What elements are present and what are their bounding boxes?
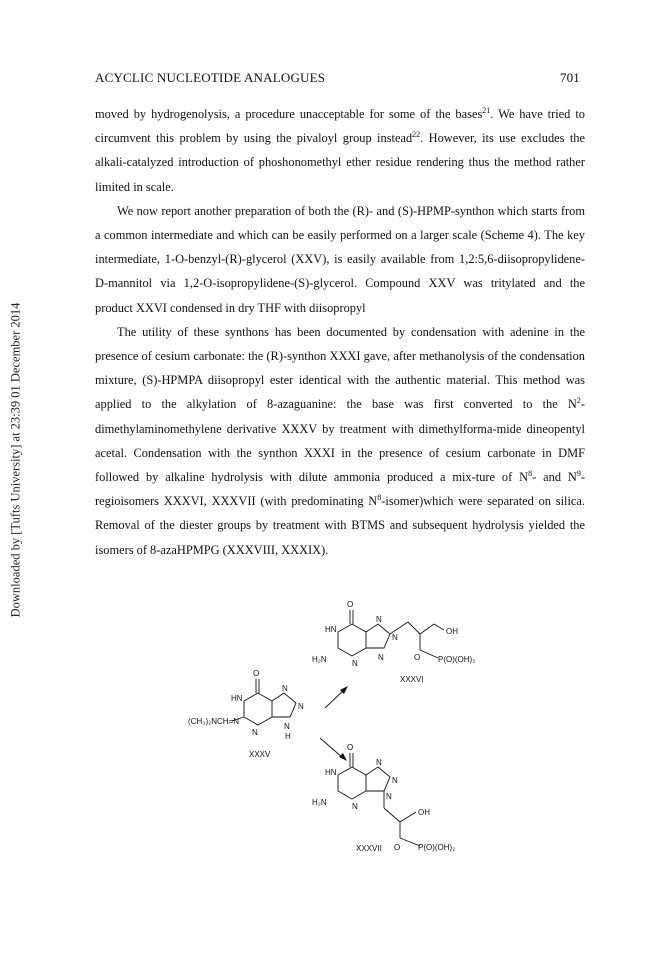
xxxvii-n8: N <box>392 776 398 785</box>
p3-sup-1: 2 <box>576 396 581 406</box>
xxxv-dmf-group: (CH₃)₂NCH=N <box>188 717 240 726</box>
paragraph-1 <box>95 102 585 199</box>
label-xxxv: XXXV <box>249 750 271 759</box>
xxxvi-h2n: H₂N <box>312 655 327 664</box>
xxxv-n8: N <box>298 702 304 711</box>
citation-21: 21 <box>482 105 491 115</box>
label-xxxvii: XXXVII <box>356 844 382 853</box>
label-xxxvi: XXXVI <box>400 675 424 684</box>
p1-text-c: . However, its use excludes the alkali-catalyzed introduction of phoshonomethyl ether residue rendering thus the method rather limited in scale. <box>95 131 585 194</box>
running-header <box>95 70 580 86</box>
xxxvii-o: O <box>347 743 354 752</box>
xxxv-n9: N <box>284 722 290 731</box>
xxxvi-hn: HN <box>325 625 337 634</box>
p1-text-a: moved by hydrogenolysis, a procedure unacceptable for some of the bases <box>95 107 483 121</box>
xxxvi-n7: N <box>376 615 382 624</box>
arrow-down <box>320 738 347 761</box>
xxxvi-n8: N <box>392 633 398 642</box>
body-text <box>95 102 585 562</box>
xxxv-n7: N <box>282 684 288 693</box>
p3-text-b: -dimethylaminomethylene derivative XXXV by treatment with dimethylforma-mide dineopentyl acetal. Condensation with the synthon XXXI in the presence of cesium carbonate in DMF followed by alkaline hydrolysis with dilute ammonia produced a mix-ture of N <box>95 397 585 485</box>
xxxvi-n9: N <box>378 653 384 662</box>
xxxvi-o: O <box>347 600 354 609</box>
xxxvi-n3: N <box>352 659 358 668</box>
xxxvii-n9: N <box>386 792 392 801</box>
xxxv-o: O <box>253 669 260 678</box>
structure-xxxvii <box>338 753 420 846</box>
structure-xxxvi <box>338 610 444 658</box>
xxxvii-n7: N <box>376 758 382 767</box>
page-number: 701 <box>559 70 580 85</box>
xxxvii-ether-o: O <box>394 843 401 852</box>
xxxv-h: H <box>285 732 291 741</box>
p3-sup-4: 8 <box>377 493 382 503</box>
p3-sup-2: 8 <box>528 468 533 478</box>
xxxvi-phosphonate: P(O)(OH)₂ <box>438 655 476 664</box>
p3-text-a: The utility of these synthons has been documented by condensation with adenine in the presence of cesium carbonate: the (R)-synthon XXXI gave, after methanolysis of the condensation mixture, (S)-HPMPA diisopropyl ester identical with the authentic material. This method was applied to the alkylation of 8-azaguanine: the base was first converted to the N <box>95 324 585 412</box>
xxxv-n3: N <box>252 728 258 737</box>
xxxvi-ether-o: O <box>414 653 421 662</box>
paragraph-2: We now report another preparation of both the (R)- and (S)-HPMP-synthon which starts from a common intermediate and which can be easily performed on a larger scale (Scheme 4). The key intermediate, 1-O-benzyl-(R)-glycerol (XXV), is easily available from 1,2:5,6-diisopropylidene-D-mannitol via 1,2-O-isopropylidene-(S)-glycerol. Compound XXV was tritylated and the product XXVI condensed in dry THF with diisopropyl <box>95 203 585 315</box>
p3-text-c: - and N <box>532 470 577 485</box>
xxxvi-oh: OH <box>446 627 458 636</box>
p1-text-b: . We have tried to circumvent this problem by using the pivaloyl group instead <box>95 107 585 146</box>
xxxvii-phosphonate: P(O)(OH)₂ <box>418 843 456 852</box>
xxxvii-oh: OH <box>418 808 430 817</box>
xxxv-hn: HN <box>231 694 243 703</box>
xxxvii-h2n: H₂N <box>312 798 327 807</box>
p3-text-d: -regioisomers XXXVI, XXXVII (with predominating N <box>95 470 586 509</box>
p3-text-e: -isomer)which were separated on silica. Removal of the diester groups by treatment with BTMS and subsequent hydrolysis yielded the isomers of 8-azaHPMPG (XXXVIII, XXXIX). <box>95 494 585 557</box>
p3-sup-3: 9 <box>576 468 581 478</box>
running-title: ACYCLIC NUCLEOTIDE ANALOGUES <box>95 70 326 85</box>
xxxvii-n3: N <box>352 802 358 811</box>
arrow-up <box>325 686 348 708</box>
xxxvii-hn: HN <box>325 768 337 777</box>
download-watermark <box>0 0 32 960</box>
paragraph-3 <box>95 320 585 562</box>
download-watermark-text: Downloaded by [Tufts University] at 23:39 01 December 2014 <box>8 302 23 618</box>
structure-xxxv <box>232 679 296 725</box>
citation-22: 22 <box>412 130 421 140</box>
